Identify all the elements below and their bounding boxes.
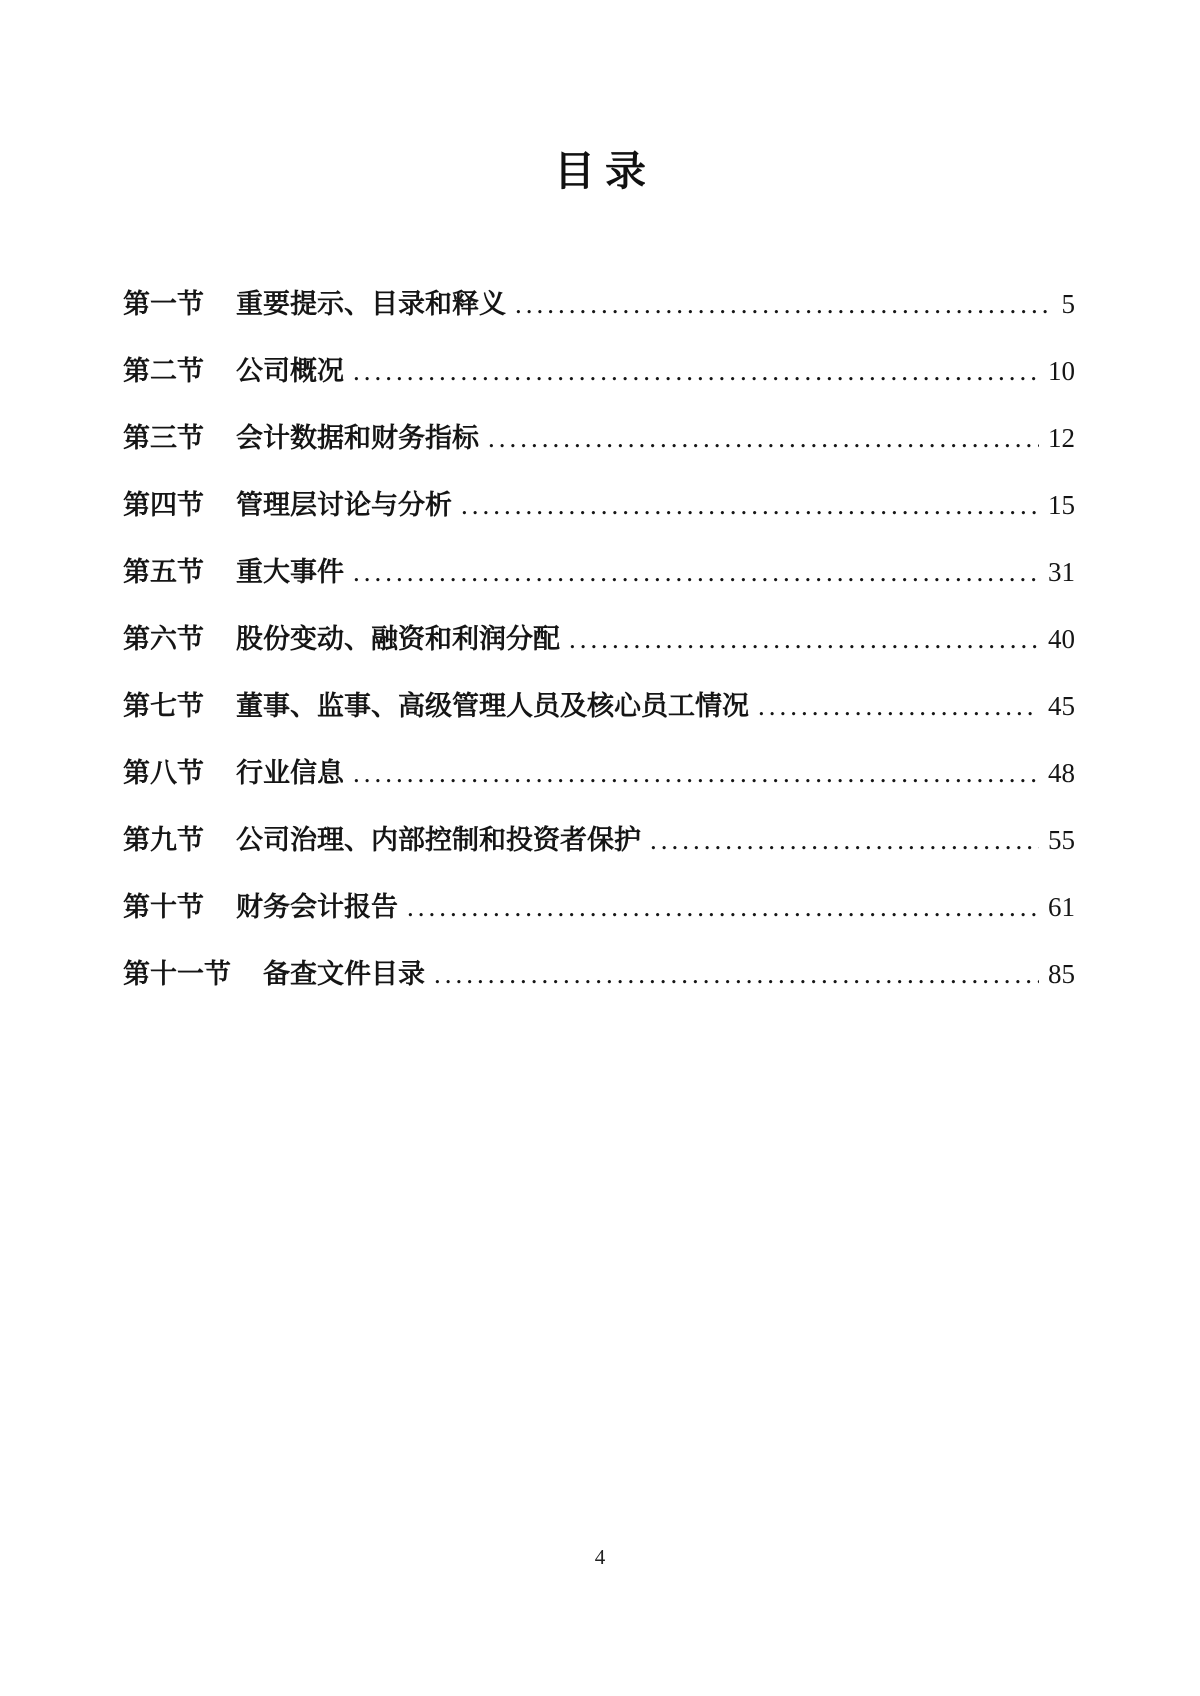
toc-page-number: 12 [1048,423,1075,453]
toc-chapter-label: 第四节 [123,490,204,520]
toc-section-title: 公司治理、内部控制和投资者保护 [236,825,641,855]
toc-section-title: 公司概况 [236,356,344,386]
dot-leader [407,892,1039,923]
toc-entry [123,335,1075,402]
toc-page-number: 40 [1048,624,1075,654]
toc-chapter-label: 第七节 [123,691,204,721]
toc-chapter-label: 第十节 [123,892,204,922]
toc-page-number: 10 [1048,356,1075,386]
toc-section-title: 财务会计报告 [236,892,398,922]
toc-section-title: 重大事件 [236,557,344,587]
toc-section-title: 董事、监事、高级管理人员及核心员工情况 [236,691,749,721]
dot-leader [353,356,1039,387]
toc-entry [123,536,1075,603]
toc-section-title: 重要提示、目录和释义 [236,289,506,319]
dot-leader [353,758,1039,789]
toc-page-number: 45 [1048,691,1075,721]
toc-entry [123,737,1075,804]
toc-page-number: 85 [1048,959,1075,989]
toc-entry [123,804,1075,871]
toc-page-number: 55 [1048,825,1075,855]
toc-chapter-label: 第一节 [123,289,204,319]
toc-entry [123,402,1075,469]
page-title: 目录 [554,148,656,194]
toc-entry [123,603,1075,670]
toc-entry [123,938,1075,1005]
toc-page-number: 15 [1048,490,1075,520]
dot-leader [758,691,1039,722]
footer-page-number: 4 [594,1545,606,1569]
toc-page-number: 31 [1048,557,1075,587]
toc-section-title: 管理层讨论与分析 [236,490,452,520]
toc-entry [123,871,1075,938]
toc-chapter-label: 第六节 [123,624,204,654]
table-of-contents [0,268,1200,1005]
dot-leader [515,289,1053,320]
toc-chapter-label: 第八节 [123,758,204,788]
toc-chapter-label: 第十一节 [123,959,231,989]
toc-chapter-label: 第二节 [123,356,204,386]
toc-entry [123,268,1075,335]
dot-leader [353,557,1039,588]
toc-section-title: 备查文件目录 [263,959,425,989]
toc-section-title: 会计数据和财务指标 [236,423,479,453]
toc-page-number: 48 [1048,758,1075,788]
toc-page-number: 5 [1061,289,1075,319]
toc-section-title: 股份变动、融资和利润分配 [236,624,560,654]
dot-leader [434,959,1039,990]
toc-entry [123,469,1075,536]
toc-page-number: 61 [1048,892,1075,922]
toc-chapter-label: 第五节 [123,557,204,587]
toc-section-title: 行业信息 [236,758,344,788]
toc-entry [123,670,1075,737]
dot-leader [650,825,1039,856]
dot-leader [569,624,1039,655]
dot-leader [488,423,1039,454]
toc-chapter-label: 第三节 [123,423,204,453]
toc-chapter-label: 第九节 [123,825,204,855]
dot-leader [461,490,1039,521]
